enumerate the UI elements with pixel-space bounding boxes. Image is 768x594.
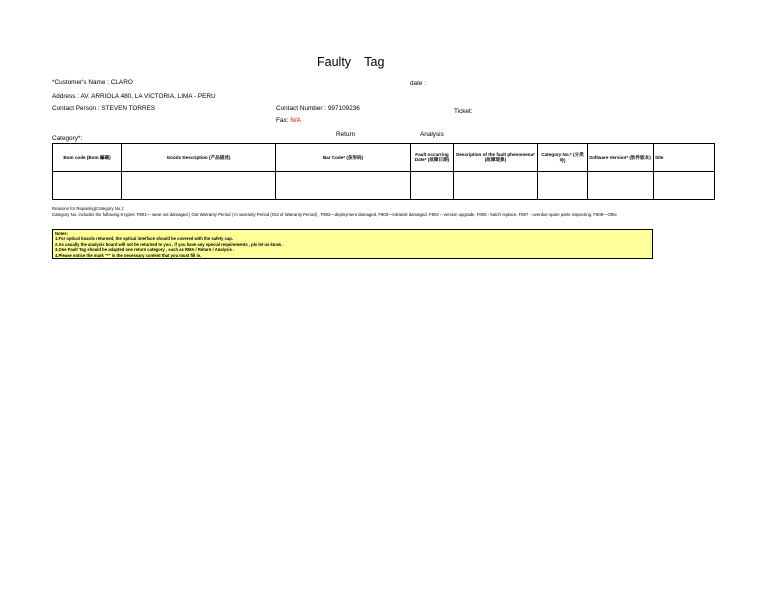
reasons-heading: Reasons for Repairing(Category No.): [52, 206, 125, 211]
header-bom-code: Bom code (Bom 編碼) [53, 144, 122, 172]
reasons-text: Category No. includes the following 8 types: F801— wear out damaged ( Out Warranty Period ) In warranty Period (Out of Warranty Period) , F802—deployment damaged, F803—intransit damaged, F804 – version upgrade, F805 - batch replace, F807 - overdue spare parts inspecting, F808—Othe [52, 212, 617, 217]
note-line: 2.As usually the analysis board will not be returned to you , if you have any special requirements , pls let us know . [55, 241, 284, 247]
table-header-row [53, 144, 715, 172]
date-label: date : [410, 80, 426, 87]
customer-name-row [52, 79, 133, 86]
contact-number-value: 997109236 [327, 105, 360, 112]
fault-tag-table [52, 143, 715, 200]
contact-number-row [276, 105, 360, 112]
cell-category-no[interactable] [538, 172, 588, 200]
customer-name-value: CLARO [110, 79, 133, 86]
contact-number-label: Contact Number : [276, 105, 327, 112]
fax-label: Fax: [276, 117, 289, 124]
note-line: 3.One Fault Tag should be adapted one return category , such as RMA / Return / Analysis . [55, 247, 235, 253]
ticket-label: Ticket: [454, 108, 473, 115]
table-row [53, 172, 715, 200]
contact-person-value: STEVEN TORRES [101, 105, 156, 112]
fax-row [276, 117, 301, 124]
cell-fault-description[interactable] [454, 172, 538, 200]
cell-fault-date[interactable] [411, 172, 454, 200]
address-label: Address : [52, 93, 79, 100]
cell-bom-code[interactable] [53, 172, 122, 200]
header-fault-description: Description of the fault phenomena* (故障现象) [454, 144, 538, 172]
cell-software-version[interactable] [588, 172, 654, 200]
contact-person-row [52, 105, 155, 112]
header-fault-date: Fault occurring Date* (故障日期) [411, 144, 454, 172]
header-software-version: Software Version* (软件版本) [588, 144, 654, 172]
header-category-no: Category No.* (分类号) [538, 144, 588, 172]
fax-value: N/A [290, 117, 301, 124]
header-goods-description: Goods Description (产品描述) [122, 144, 276, 172]
note-line: 1.For optical boards returned, the optical interface should be covered with the safety cap. [55, 236, 234, 242]
category-analysis: Analysis [420, 131, 444, 138]
cell-bar-code[interactable] [276, 172, 411, 200]
notes-heading: Notes: [55, 231, 69, 236]
address-row [52, 93, 216, 100]
category-return: Return [336, 131, 356, 138]
header-site: Site [654, 144, 715, 172]
address-value: AV. ARRIOLA 480, LA VICTORIA, LIMA - PERU [80, 93, 216, 100]
cell-goods-description[interactable] [122, 172, 276, 200]
header-bar-code: Bar Code* (条形码) [276, 144, 411, 172]
contact-person-label: Contact Person : [52, 105, 100, 112]
notes-box [52, 229, 653, 259]
note-line: 4.Please notice the mark "*" is the necessary content that you must fill in. [55, 252, 202, 258]
customer-name-label: *Customer's Name : [52, 79, 109, 86]
cell-site[interactable] [654, 172, 715, 200]
category-label: Category*: [52, 135, 83, 142]
document-title: Faulty Tag [317, 55, 385, 69]
